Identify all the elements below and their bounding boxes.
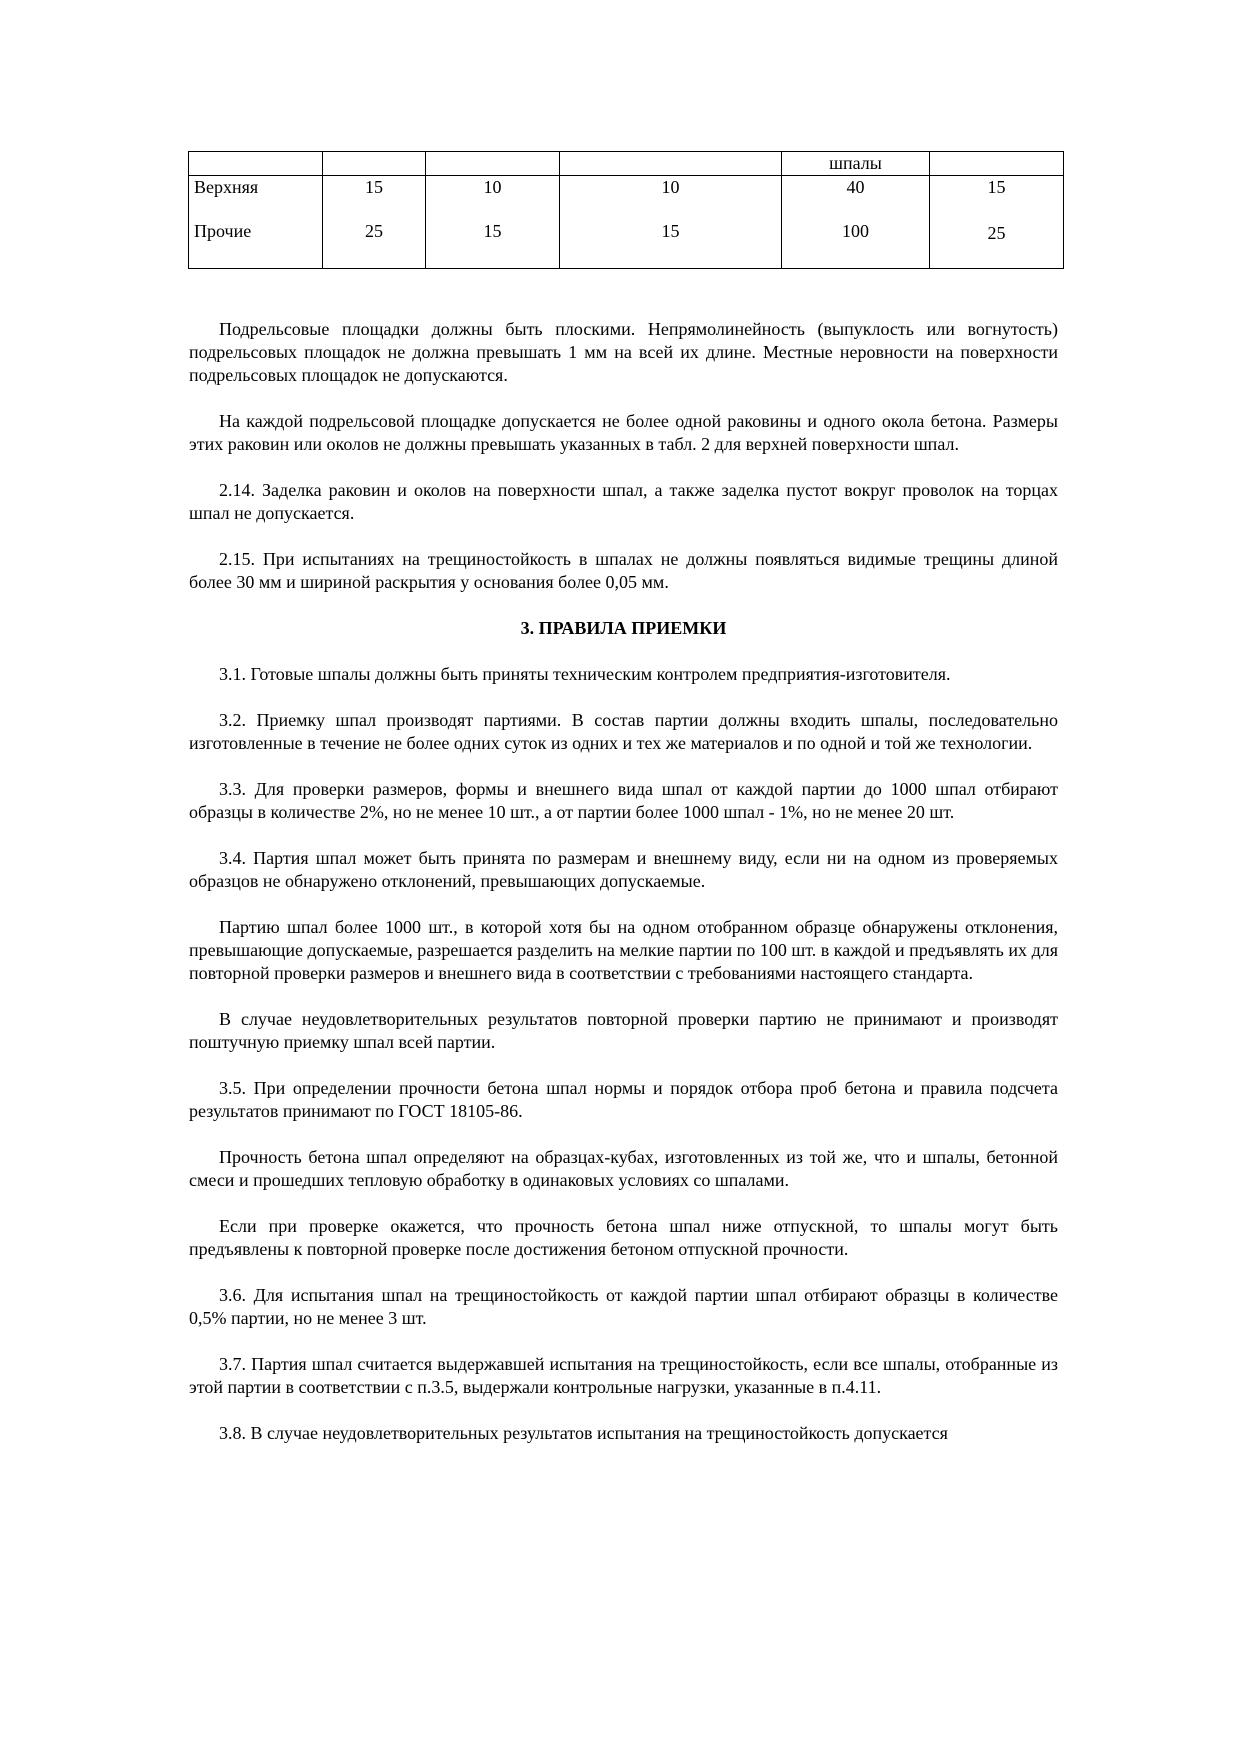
paragraph: Прочность бетона шпал определяют на образцах-кубах, изготовленных из той же, что и шпалы, бетонной смеси и прошедших тепловую обработку в одинаковых условиях со шпалами. xyxy=(189,1147,1058,1190)
paragraph: 3.8. В случае неудовлетворительных результатов испытания на трещиностойкость допускается xyxy=(219,1423,948,1443)
paragraph: Подрельсовые площадки должны быть плоскими. Непрямолинейность (выпуклость или вогнутость) подрельсовых площадок не должна превышать 1 мм на всей их длине. Местные неровности на поверхности подрельсовых площадок не допускаются. xyxy=(189,319,1058,385)
table-header-row xyxy=(189,152,1064,176)
cell-value: 15 xyxy=(987,177,1006,197)
table-cell xyxy=(426,176,560,269)
table-cell xyxy=(930,176,1064,269)
paragraph: 3.5. При определении прочности бетона шпал нормы и порядок отбора проб бетона и правила подсчета результатов принимают по ГОСТ 18105-86. xyxy=(189,1078,1058,1121)
paragraph: В случае неудовлетворительных результатов повторной проверки партию не принимают и производят поштучную приемку шпал всей партии. xyxy=(189,1009,1058,1052)
paragraph: 3.1. Готовые шпалы должны быть приняты техническим контролем предприятия-изготовителя. xyxy=(219,664,951,684)
cell-value: 15 xyxy=(661,221,680,241)
table-cell xyxy=(930,152,1064,176)
paragraph: 3.7. Партия шпал считается выдержавшей испытания на трещиностойкость, если все шпалы, отобранные из этой партии в соответствии с п.3.5, выдержали контрольные нагрузки, указанные в п.4.11. xyxy=(189,1354,1058,1397)
cell-value: 10 xyxy=(483,177,502,197)
document-body xyxy=(189,318,1058,1468)
paragraph: На каждой подрельсовой площадке допускается не более одной раковины и одного окола бетона. Размеры этих раковин или околов не должны превышать указанных в табл. 2 для верхней поверхности шпал. xyxy=(189,411,1058,454)
defects-table xyxy=(188,151,1064,269)
paragraph: 3.2. Приемку шпал производят партиями. В состав партии должны входить шпалы, последовательно изготовленные в течение не более одних суток из одних и тех же материалов и по одной и той же технологии. xyxy=(189,710,1058,753)
cell-value: 15 xyxy=(483,221,502,241)
table-cell xyxy=(323,176,426,269)
table-cell xyxy=(426,152,560,176)
paragraph: 2.15. При испытаниях на трещиностойкость в шпалах не должны появляться видимые трещины длиной более 30 мм и шириной раскрытия у основания более 0,05 мм. xyxy=(189,549,1058,592)
paragraph: 2.14. Заделка раковин и околов на поверхности шпал, а также заделка пустот вокруг проволок на торцах шпал не допускается. xyxy=(189,480,1058,523)
cell-value: 40 xyxy=(846,177,865,197)
table-cell xyxy=(189,152,323,176)
cell-value: 100 xyxy=(842,221,869,241)
table-cell xyxy=(560,176,782,269)
cell-value: 15 xyxy=(365,177,383,197)
table-cell xyxy=(782,176,930,269)
paragraph: 3.4. Партия шпал может быть принята по размерам и внешнему виду, если ни на одном из проверяемых образцов не обнаружено отклонений, превышающих допускаемые. xyxy=(189,848,1058,891)
cell-value: 10 xyxy=(661,177,680,197)
table-cell xyxy=(323,152,426,176)
section-heading: 3. ПРАВИЛА ПРИЕМКИ xyxy=(520,618,727,638)
row-label: Верхняя xyxy=(194,177,259,197)
paragraph: 3.3. Для проверки размеров, формы и внешнего вида шпал от каждой партии до 1000 шпал отбирают образцы в количестве 2%, но не менее 10 шт., а от партии более 1000 шпал - 1%, но не менее 20 шт. xyxy=(189,779,1058,822)
row-label: Прочие xyxy=(194,221,252,241)
cell-value: 25 xyxy=(365,221,383,241)
table-cell xyxy=(560,152,782,176)
table-header-cell: шпалы xyxy=(782,152,930,176)
paragraph: Партию шпал более 1000 шт., в которой хотя бы на одном отобранном образце обнаружены отклонения, превышающие допускаемые, разрешается разделить на мелкие партии по 100 шт. в каждой и предъявлять их для повторной проверки размеров и внешнего вида в соответствии с требованиями настоящего стандарта. xyxy=(189,917,1058,983)
cell-value: 25 xyxy=(987,223,1006,243)
paragraph: Если при проверке окажется, что прочность бетона шпал ниже отпускной, то шпалы могут быть предъявлены к повторной проверке после достижения бетоном отпускной прочности. xyxy=(189,1216,1058,1259)
table-cell xyxy=(189,176,323,269)
paragraph: 3.6. Для испытания шпал на трещиностойкость от каждой партии шпал отбирают образцы в количестве 0,5% партии, но не менее 3 шт. xyxy=(189,1285,1058,1328)
table-row xyxy=(189,176,1064,269)
